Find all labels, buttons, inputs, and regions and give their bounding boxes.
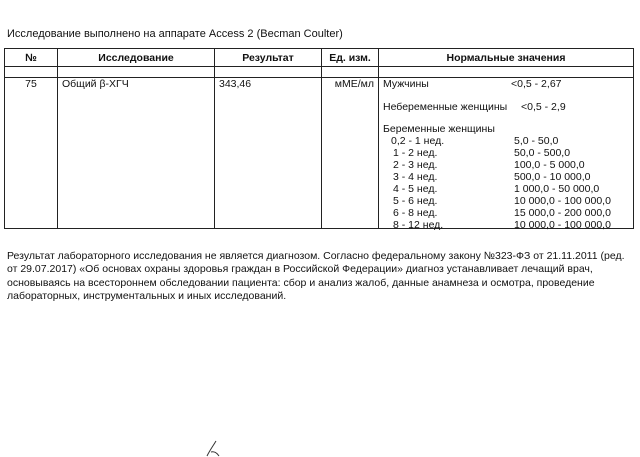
preg-week: 4 - 5 нед. [393, 183, 438, 195]
row-number: 75 [5, 78, 58, 229]
col-header-norms: Нормальные значения [379, 49, 634, 67]
preg-week-value: 500,0 - 10 000,0 [514, 171, 591, 183]
unit-value: мМЕ/мл [322, 78, 379, 229]
preg-week: 2 - 3 нед. [393, 159, 438, 171]
result-value: 343,46 [215, 78, 322, 229]
norm-nonpregnant-label: Небеременные женщины [383, 101, 508, 113]
norm-nonpregnant-value: <0,5 - 2,9 [521, 101, 566, 113]
test-name: Общий β-ХГЧ [58, 78, 215, 229]
preg-week: 8 - 12 нед. [393, 219, 444, 231]
spacer-row [5, 67, 634, 78]
analyzer-note: Исследование выполнено на аппарате Access 2 (Becman Coulter) [7, 28, 343, 40]
preg-week-value: 50,0 - 500,0 [514, 147, 571, 159]
norm-pregnant-label: Беременные женщины [383, 123, 495, 135]
col-header-number: № [5, 49, 58, 67]
preg-week: 1 - 2 нед. [393, 147, 438, 159]
preg-week: 0,2 - 1 нед. [391, 135, 445, 147]
preg-week-value: 5,0 - 50,0 [514, 135, 559, 147]
signature-mark [205, 440, 221, 457]
col-header-unit: Ед. изм. [322, 49, 379, 67]
norm-men-value: <0,5 - 2,67 [511, 78, 562, 90]
table-row [5, 78, 634, 229]
preg-week-value: 1 000,0 - 50 000,0 [514, 183, 600, 195]
preg-week: 5 - 6 нед. [393, 195, 438, 207]
norms-cell [379, 78, 634, 229]
preg-week-value: 10 000,0 - 100 000,0 [514, 195, 611, 207]
col-header-result: Результат [215, 49, 322, 67]
preg-week-value: 15 000,0 - 200 000,0 [514, 207, 611, 219]
preg-week: 3 - 4 нед. [393, 171, 438, 183]
preg-week-value: 100,0 - 5 000,0 [514, 159, 585, 171]
col-header-test: Исследование [58, 49, 215, 67]
preg-week: 6 - 8 нед. [393, 207, 438, 219]
preg-week-value: 10 000,0 - 100 000,0 [514, 219, 611, 231]
results-table [4, 48, 634, 229]
disclaimer-text: Результат лабораторного исследования не является диагнозом. Согласно федеральному закону №323-ФЗ от 21.11.2011 (ред. от 29.07.2017) «Об основах охраны здоровья граждан в Российской Федерации» диагноз устанавливает лечащий врач, основываясь на всестороннем обследовании пациента: сбор и анализ жалоб, данные анамнеза и осмотра, проведение лабораторных, инструментальных и иных исследований. [7, 250, 625, 302]
table-header-row [5, 49, 634, 67]
norm-men-label: Мужчины [383, 78, 429, 90]
